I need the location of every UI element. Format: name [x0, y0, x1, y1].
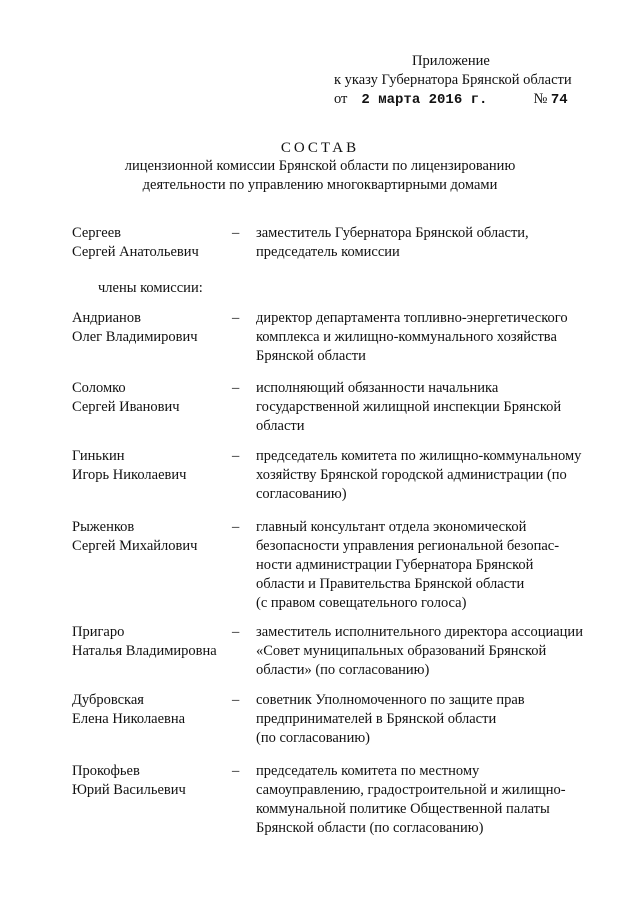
position-line: коммунальной политике Общественной палаты [256, 801, 550, 817]
position-line: ности администрации Губернатора Брянской [256, 557, 534, 573]
member-name [72, 762, 232, 800]
position-line: безопасности управления региональной безопас- [256, 538, 560, 554]
position-line: области [256, 418, 305, 434]
number-label: № [533, 91, 548, 107]
member-position [256, 762, 616, 838]
member-surname: Андрианов [72, 310, 141, 326]
member-surname: Гинькин [72, 448, 125, 464]
member-given-name: Игорь Николаевич [72, 467, 187, 483]
member-surname: Сергеев [72, 225, 122, 241]
member-name [72, 224, 232, 262]
position-line: председатель комиссии [256, 244, 400, 260]
decree-reference: к указу Губернатора Брянской области [334, 72, 572, 88]
position-line: заместитель исполнительного директора ассоциации [256, 624, 583, 640]
position-line: самоуправлению, градостроительной и жилищно- [256, 782, 566, 798]
member-surname: Пригаро [72, 624, 125, 640]
member-surname: Прокофьев [72, 763, 140, 779]
member-position [256, 623, 616, 680]
position-line: главный консультант отдела экономической [256, 519, 527, 535]
member-position [256, 518, 616, 613]
member-name [72, 518, 232, 556]
member-position [256, 379, 616, 436]
member-given-name: Сергей Михайлович [72, 538, 198, 554]
member-dash: – [232, 519, 240, 535]
decree-date-line [334, 90, 634, 109]
member-given-name: Сергей Анатольевич [72, 244, 199, 260]
position-line: (с правом совещательного голоса) [256, 595, 467, 611]
member-given-name: Наталья Владимировна [72, 643, 217, 659]
decree-number: 74 [550, 92, 568, 108]
member-dash: – [232, 692, 240, 708]
position-line: советник Уполномоченного по защите прав [256, 692, 525, 708]
document-title: СОСТАВ [280, 140, 360, 156]
member-name [72, 691, 232, 729]
member-name [72, 309, 232, 347]
position-line: согласованию) [256, 486, 347, 502]
member-given-name: Юрий Васильевич [72, 782, 186, 798]
member-dash: – [232, 310, 240, 326]
member-name [72, 447, 232, 485]
member-name [72, 623, 232, 661]
position-line: председатель комитета по местному [256, 763, 480, 779]
decree-date: 2 марта 2016 г. [361, 92, 488, 108]
position-line: хозяйству Брянской городской администрации (по [256, 467, 567, 483]
position-line: председатель комитета по жилищно-коммунальному [256, 448, 582, 464]
position-line: исполняющий обязанности начальника [256, 380, 499, 396]
member-position [256, 691, 616, 748]
member-surname: Дубровская [72, 692, 144, 708]
from-label: от [334, 91, 348, 107]
member-position [256, 224, 616, 262]
document-subtitle: лицензионной комиссии Брянской области по лицензированию деятельности по управлению многоквартирными домами [124, 158, 516, 193]
position-line: заместитель Губернатора Брянской области, [256, 225, 529, 241]
member-given-name: Елена Николаевна [72, 711, 186, 727]
member-surname: Рыженков [72, 519, 135, 535]
member-name [72, 379, 232, 417]
appendix-label: Приложение [412, 53, 490, 69]
position-line: директор департамента топливно-энергетического [256, 310, 568, 326]
member-given-name: Сергей Иванович [72, 399, 180, 415]
position-line: комплекса и жилищно-коммунального хозяйства [256, 329, 557, 345]
position-line: (по согласованию) [256, 730, 370, 746]
member-given-name: Олег Владимирович [72, 329, 198, 345]
member-dash: – [232, 380, 240, 396]
position-line: «Совет муниципальных образований Брянской [256, 643, 547, 659]
members-label: члены комиссии: [98, 280, 203, 296]
position-line: области» (по согласованию) [256, 662, 430, 678]
member-dash: – [232, 763, 240, 779]
position-line: Брянской области (по согласованию) [256, 820, 484, 836]
position-line: области и Правительства Брянской области [256, 576, 525, 592]
position-line: Брянской области [256, 348, 366, 364]
member-dash: – [232, 448, 240, 464]
member-dash: – [232, 225, 240, 241]
position-line: государственной жилищной инспекции Брянской [256, 399, 562, 415]
member-position [256, 309, 616, 366]
member-position [256, 447, 616, 504]
member-dash: – [232, 624, 240, 640]
member-surname: Соломко [72, 380, 126, 396]
appendix-header [334, 52, 634, 109]
position-line: предпринимателей в Брянской области [256, 711, 497, 727]
